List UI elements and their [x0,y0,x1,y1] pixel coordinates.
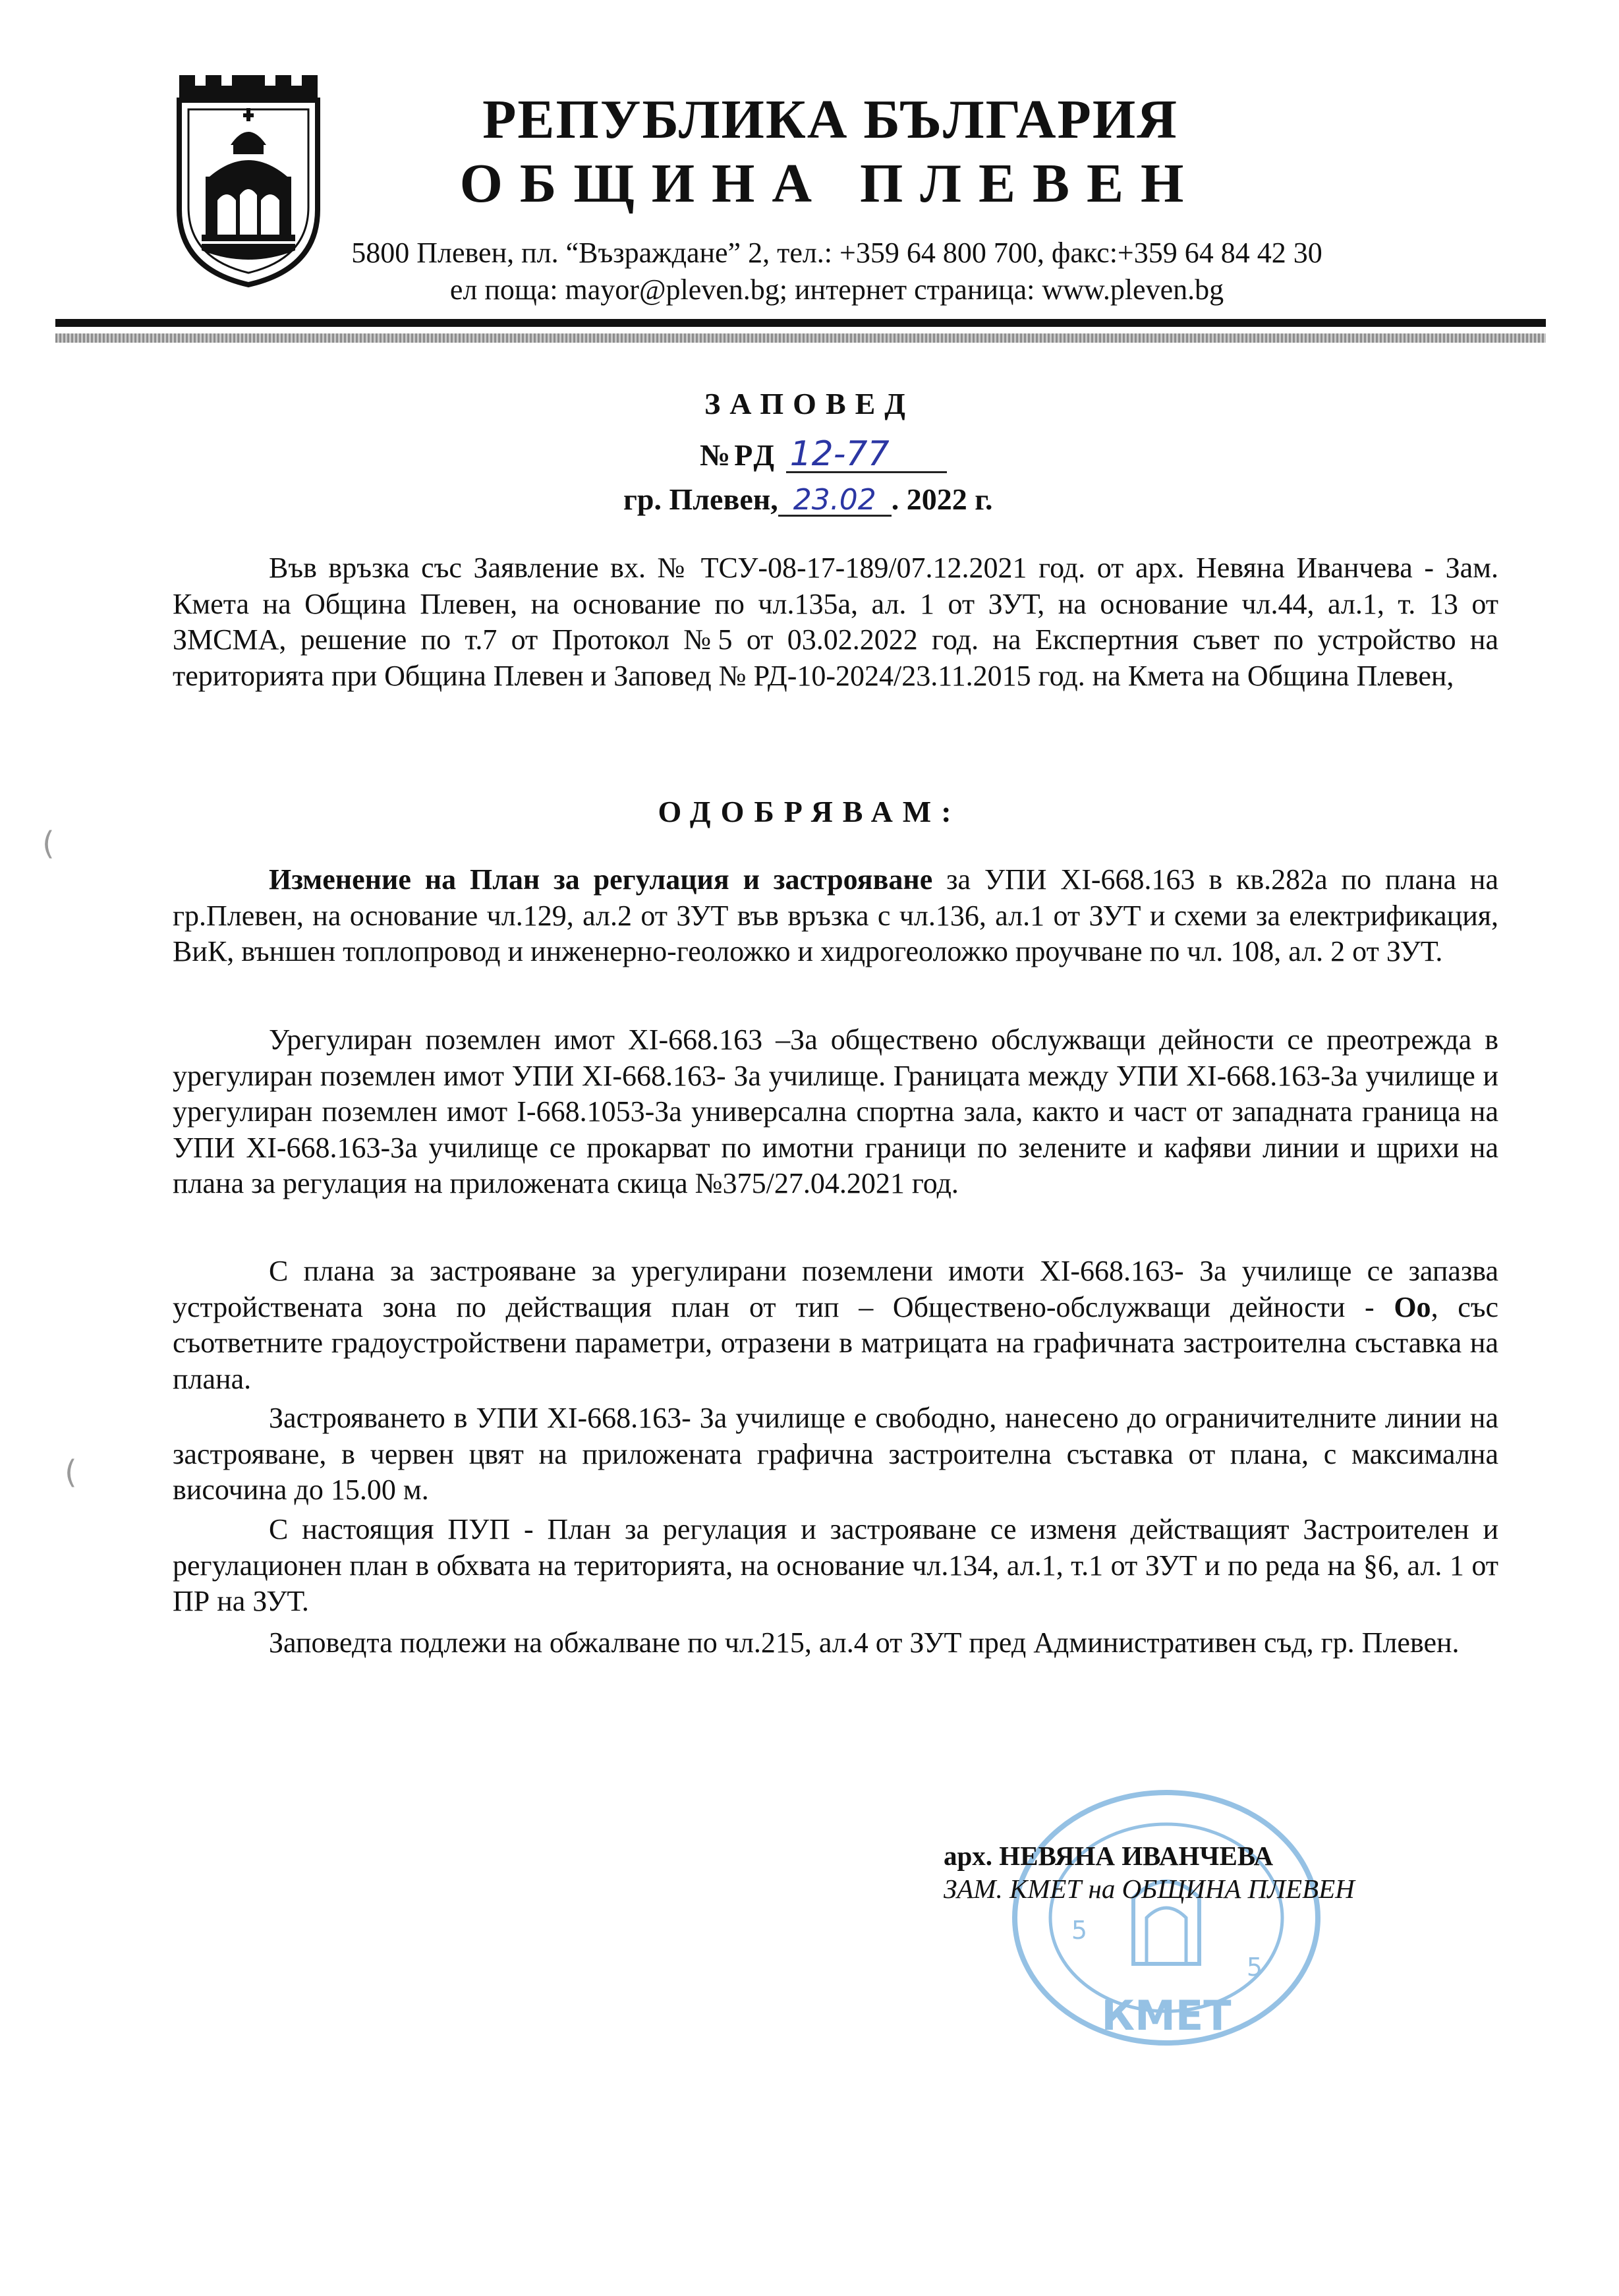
margin-pen-mark: ( [42,825,55,862]
amendment-text: за УПИ ХІ-668.163 в кв.282а по плана на гр.Плевен, на основание чл.129, ал.2 от ЗУТ във връзка с чл.136, ал.1 от ЗУТ и схеми за електрификация, ВиК, външен топлопровод и инженерно-геоложко и хидрогеоложко проучване по чл. 108, ал. 2 от ЗУТ. [173,863,1499,967]
margin-pen-mark: ( [65,1454,77,1491]
order-title: ЗАПОВЕД [704,387,915,420]
intro-paragraph: Във връзка със Заявление вх. № ТСУ-08-17-189/07.12.2021 год. от арх. Невяна Иванчева - Зам. Кмета на Община Плевен, на основание по чл.135а, ал. 1 от ЗУТ, на основание чл.44, ал.1, т. 13 от ЗМСМА, решение по т.7 от Протокол №5 от 03.02.2022 год. на Експертния съвет по устройство на територията при Община Плевен и Заповед № РД-10-2024/23.11.2015 год. на Кмета на Община Плевен, [173,552,1498,692]
order-year: . 2022 г. [891,482,993,516]
scan-bottom-edge [0,2268,1619,2296]
seal-number-right: 5 [1246,1953,1263,1982]
paragraph-building-plan [173,1253,1498,1397]
seal-text: КМЕТ [1101,1992,1232,2040]
paragraph-regulated-plot: Урегулиран поземлен имот ХІ-668.163 –За обществено обслужващи дейности се преотрежда в урегулиран поземлен имот УПИ ХІ-668.163- За училище. Границата между УПИ ХІ-668.163-За училище и урегулиран поземлен имот І-668.1053-За универсална спортна зала, както и част от западната граница на УПИ ХІ-668.163-За училище се прокарват по имотни граници по зелените и кафяви линии и щрихи на плана за регулация на приложената скица №375/27.04.2021 год. [173,1023,1498,1199]
amendment-title: Изменение на План за регулация и застрояване [269,863,933,896]
letterhead-contact: ел поща: mayor@pleven.bg; интернет страница: www.pleven.bg [449,273,1224,306]
paragraph-construction: Застрояването в УПИ ХІ-668.163- За училище е свободно, нанесено до ограничителните линии на застрояване, в червен цвят на приложената графична застроителна съставка от плана, с максимална височина до 15.00 м. [173,1402,1498,1506]
order-date-handwritten: 23.02 [778,486,892,517]
order-place: гр. Плевен, [623,482,778,516]
zone-code: Оо [1394,1290,1431,1323]
paragraph-pup: С настоящия ПУП - План за регулация и застрояване се изменя действащият Застроителен и регулационен план в обхвата на територията, на основание чл.134, ал.1, т.1 от ЗУТ и по реда на §6, ал. 1 от ПР на ЗУТ. [173,1513,1498,1617]
approve-heading: ОДОБРЯВАМ: [658,795,961,828]
letterhead-rule [55,319,1546,327]
municipal-seal-stamp-icon [988,1766,1351,2056]
coat-of-arms-icon [175,71,322,289]
paragraph-amendment [173,862,1498,970]
letterhead-municipality: ОБЩИНА ПЛЕВЕН [459,153,1201,214]
building-plan-text: С плана за застрояване за урегулирани поземлени имоти ХІ-668.163- За училище се запазва устройствената зона по действащия план от тип – Обществено-обслужващи дейности - [173,1255,1498,1323]
paragraph-appeal: Заповедта подлежи на обжалване по чл.215, ал.4 от ЗУТ пред Административен съд, гр. Плевен. [269,1626,1460,1659]
seal-number-left: 5 [1071,1916,1088,1945]
order-place-date [623,484,992,517]
signatory-name: арх. НЕВЯНА ИВАНЧЕВА [944,1841,1274,1871]
letterhead-rule-dotted [55,333,1546,343]
order-number-handwritten: 12-77 [786,437,947,473]
order-number-label: №РД [700,438,779,472]
building-plan-text-end: , със съответните градоустройствени параметри, отразени в матрицата на графичната застроителна съставка на плана. [173,1290,1499,1395]
order-number [700,434,947,474]
signatory-title: ЗАМ. КМЕТ на ОБЩИНА ПЛЕВЕН [944,1874,1355,1904]
letterhead-country: РЕПУБЛИКА БЪЛГАРИЯ [482,89,1178,150]
letterhead-address: 5800 Плевен, пл. “Възраждане” 2, тел.: +359 64 800 700, факс:+359 64 84 42 30 [351,237,1322,269]
